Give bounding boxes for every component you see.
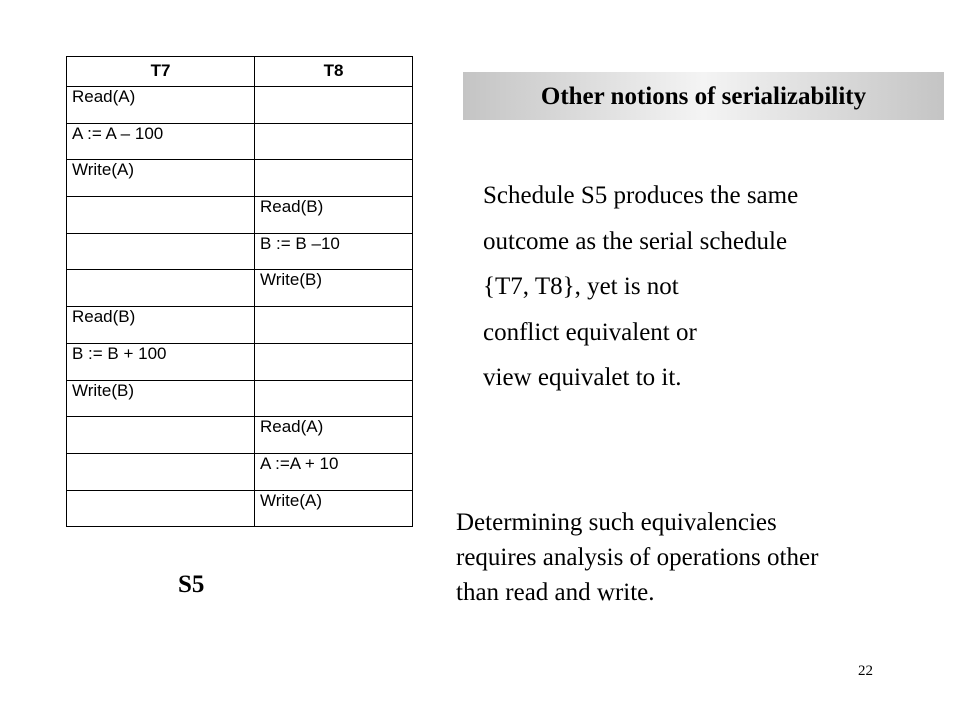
header-t7: T7 xyxy=(67,57,255,87)
cell-t7 xyxy=(67,197,255,234)
paragraph-line: than read and write. xyxy=(456,579,655,606)
cell-t7: Write(A) xyxy=(67,160,255,197)
table-row xyxy=(67,490,413,527)
table-row xyxy=(67,307,413,344)
paragraph-line: requires analysis of operations other xyxy=(456,544,819,571)
page-number: 22 xyxy=(858,663,873,679)
cell-t8 xyxy=(255,380,413,417)
table-row xyxy=(67,343,413,380)
cell-t8: Write(A) xyxy=(255,490,413,527)
title-band xyxy=(463,72,944,120)
cell-t7 xyxy=(67,233,255,270)
header-t8: T8 xyxy=(255,57,413,87)
cell-t7 xyxy=(67,490,255,527)
paragraph-line: outcome as the serial schedule xyxy=(483,227,788,255)
table-row xyxy=(67,233,413,270)
table-row xyxy=(67,380,413,417)
table-row xyxy=(67,270,413,307)
table-row xyxy=(67,197,413,234)
cell-t7 xyxy=(67,453,255,490)
cell-t7: Read(A) xyxy=(67,87,255,124)
cell-t8 xyxy=(255,87,413,124)
paragraph-line: conflict equivalent or xyxy=(483,318,697,346)
paragraph-line: {T7, T8}, yet is not xyxy=(483,273,679,301)
cell-t8: B := B –10 xyxy=(255,233,413,270)
cell-t8: Read(A) xyxy=(255,417,413,454)
cell-t7: B := B + 100 xyxy=(67,343,255,380)
cell-t7: Write(B) xyxy=(67,380,255,417)
table-row xyxy=(67,453,413,490)
cell-t7 xyxy=(67,270,255,307)
cell-t7: Read(B) xyxy=(67,307,255,344)
table-row xyxy=(67,87,413,124)
table-row xyxy=(67,160,413,197)
cell-t8: Write(B) xyxy=(255,270,413,307)
analysis-paragraph xyxy=(456,505,946,610)
paragraph-line: Determining such equivalencies xyxy=(456,509,777,536)
cell-t8 xyxy=(255,160,413,197)
table-row xyxy=(67,417,413,454)
schedule-label: S5 xyxy=(178,571,205,598)
cell-t8: A :=A + 10 xyxy=(255,453,413,490)
cell-t8 xyxy=(255,343,413,380)
cell-t8 xyxy=(255,307,413,344)
table-header-row xyxy=(67,57,413,87)
paragraph-line: view equivalet to it. xyxy=(483,364,682,392)
paragraph-line: Schedule S5 produces the same xyxy=(483,182,799,209)
cell-t7 xyxy=(67,417,255,454)
cell-t8: Read(B) xyxy=(255,197,413,234)
table-row xyxy=(67,123,413,160)
cell-t7: A := A – 100 xyxy=(67,123,255,160)
cell-t8 xyxy=(255,123,413,160)
explanation-paragraph xyxy=(483,175,923,403)
slide-title: Other notions of serializability xyxy=(540,83,867,110)
schedule-table xyxy=(66,56,413,527)
